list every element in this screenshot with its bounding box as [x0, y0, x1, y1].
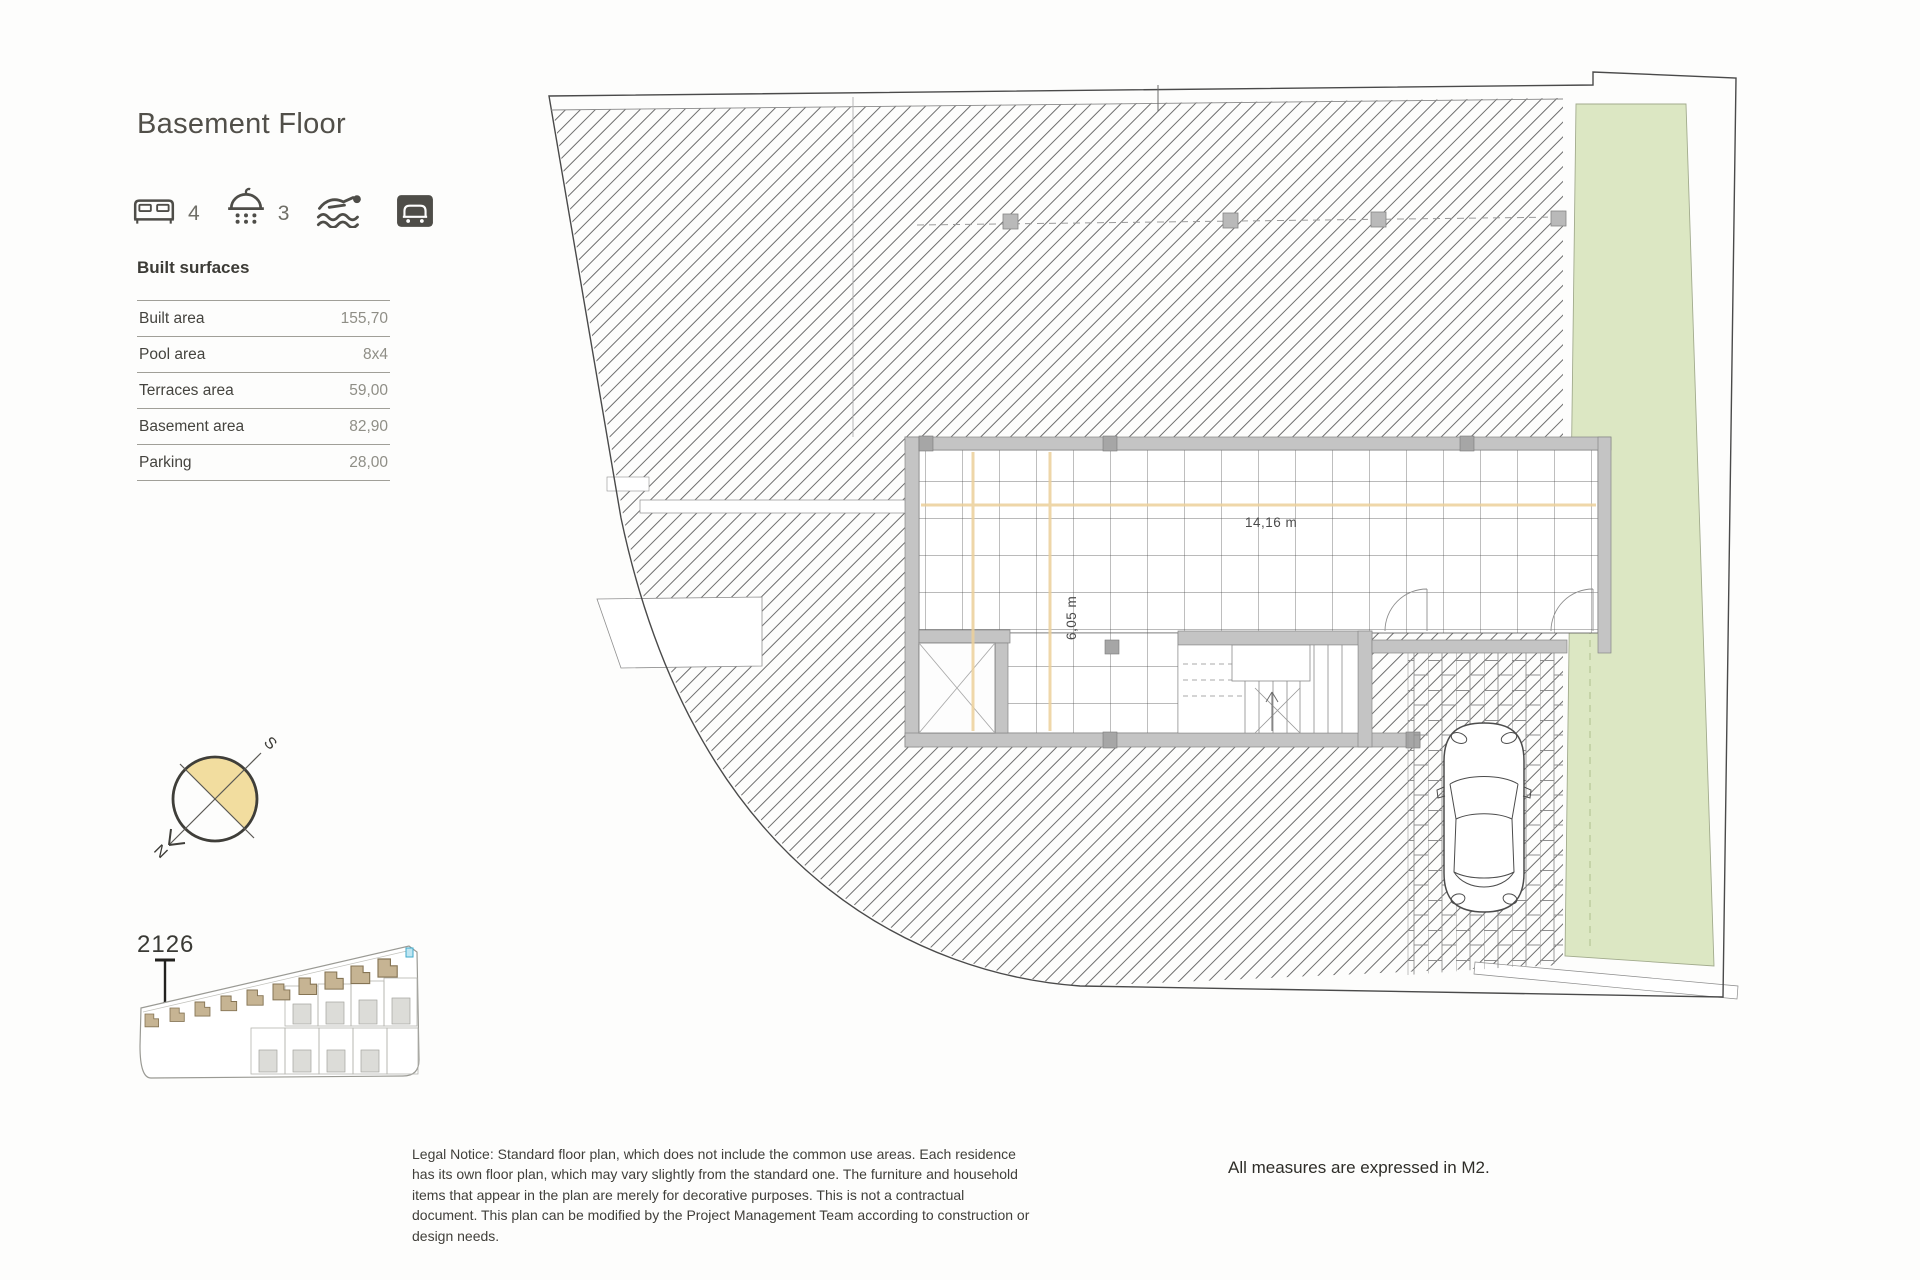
unit-number: 2126: [137, 931, 195, 958]
staircase: [1178, 645, 1358, 733]
shower-icon: [225, 186, 267, 228]
row-value: 155,70: [340, 310, 388, 327]
elevator-shaft: [919, 643, 995, 733]
stair-landing: [1232, 645, 1310, 681]
compass-rose: [145, 733, 281, 867]
dimension-depth-label: 6,05 m: [1064, 595, 1079, 640]
page-title: Basement Floor: [137, 108, 346, 140]
bedroom-count: 4: [188, 202, 200, 225]
swimmer-icon: [314, 191, 364, 228]
row-value: 28,00: [349, 454, 388, 471]
boundary-notch: [607, 477, 649, 491]
legal-notice: Legal Notice: Standard floor plan, which does not include the common use areas. Each residence has its own floor plan, which may vary slightly from the standard one. The furniture and household items that appear in the plan are merely for decorative purposes. This is not a contractual document. This plan can be modified by the Project Management Team according to construction or design needs.: [412, 1146, 1030, 1244]
built-surfaces-heading: Built surfaces: [137, 258, 250, 277]
dimension-width-label: 14,16 m: [1245, 515, 1298, 530]
garage-icon: [396, 194, 434, 228]
built-surfaces-table: [137, 300, 390, 481]
row-value: 82,90: [349, 418, 388, 435]
row-label: Basement area: [139, 418, 245, 435]
row-label: Built area: [139, 310, 205, 327]
table-row: [137, 372, 390, 408]
measures-note: All measures are expressed in M2.: [1228, 1158, 1490, 1177]
row-label: Parking: [139, 454, 192, 471]
compass-south-label: S: [260, 733, 280, 754]
site-key-map: [133, 928, 435, 1096]
table-row: [137, 300, 390, 336]
floor-plan-drawing: [540, 55, 1745, 1015]
bed-icon: [131, 192, 177, 228]
amenities-row: [131, 186, 434, 228]
ramp-area: [597, 597, 762, 668]
bathroom-count: 3: [277, 202, 290, 225]
tile-floor-upper: [919, 450, 1598, 633]
compass-north-label: N: [150, 841, 171, 863]
row-value: 8x4: [363, 346, 388, 363]
table-row: [137, 444, 390, 480]
car-illustration: [1437, 723, 1531, 912]
table-row: [137, 336, 390, 372]
row-label: Pool area: [139, 346, 206, 363]
table-row: [137, 408, 390, 444]
row-value: 59,00: [349, 382, 388, 399]
pool-marker: [406, 948, 413, 957]
terrace-edge-band: [640, 500, 906, 513]
row-label: Terraces area: [139, 382, 234, 399]
